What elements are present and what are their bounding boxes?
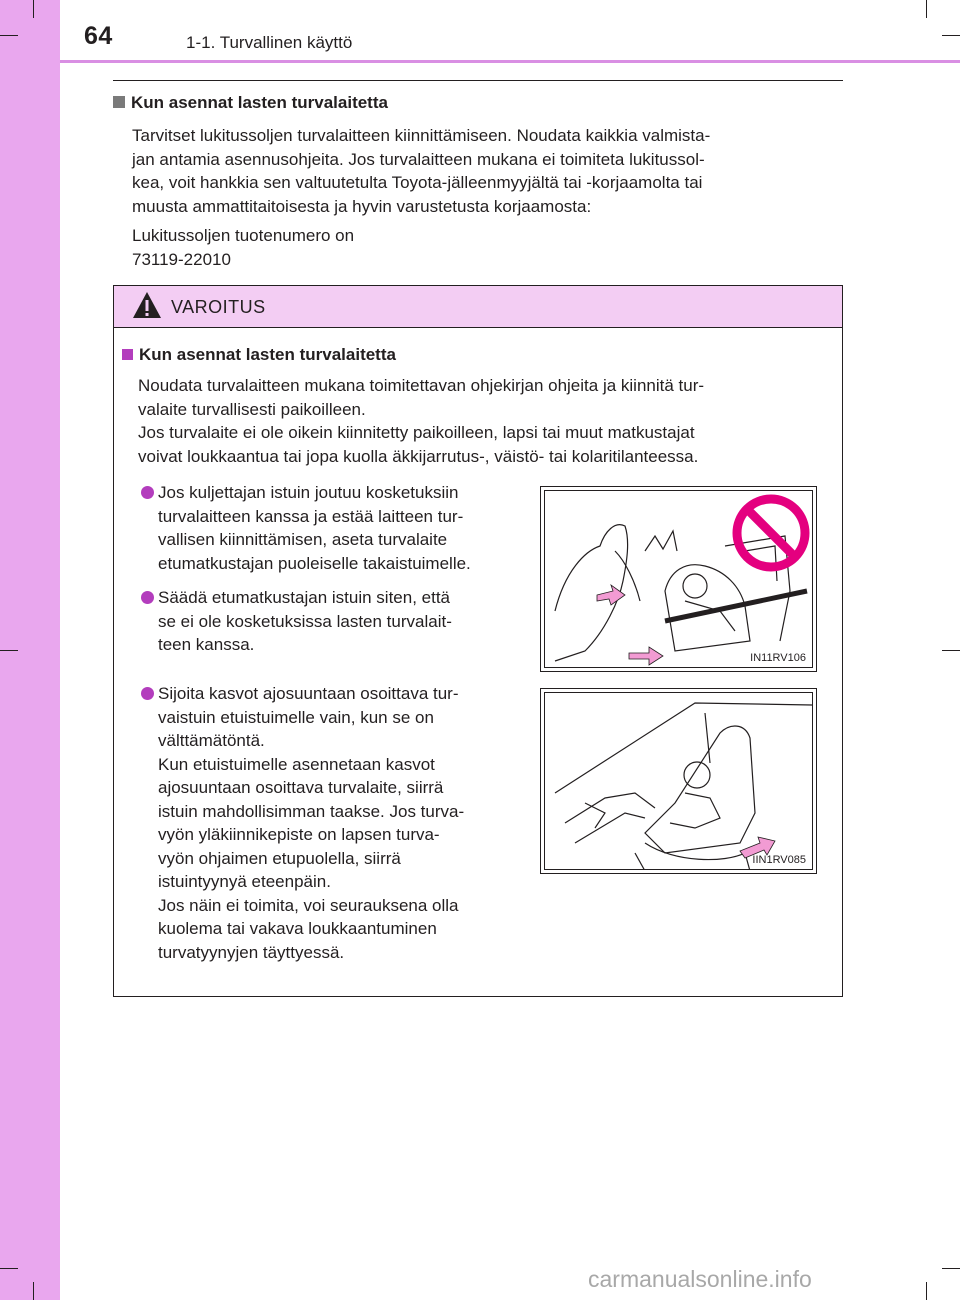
content-rule <box>113 80 843 81</box>
illustration-forward-facing-seat <box>540 688 817 874</box>
text-line: Säädä etumatkustajan istuin siten, että <box>158 588 451 607</box>
image-code: IIN1RV085 <box>752 854 806 866</box>
bullet-dot-icon <box>141 591 154 604</box>
crop-mark <box>0 650 18 651</box>
illustration-seat-contact <box>540 486 817 672</box>
text-line: turvalaitteen kanssa ja estää laitteen tur- <box>158 506 464 526</box>
text-line: Jos näin ei toimita, voi seurauksena olla <box>158 895 459 915</box>
warning-bullet-1 <box>158 481 520 575</box>
intro-heading <box>113 93 388 113</box>
text-line: kuolema tai vakava loukkaantuminen <box>158 919 437 938</box>
text-line: Sijoita kasvot ajosuuntaan osoittava tur- <box>158 684 459 703</box>
warning-box <box>113 285 843 997</box>
bullet-dot-icon <box>141 687 154 700</box>
watermark: carmanualsonline.info <box>588 1266 812 1292</box>
text-line: ajosuuntaan osoittava turvalaite, siirrä <box>158 778 444 797</box>
page-number: 64 <box>84 22 113 50</box>
warning-heading <box>122 345 396 365</box>
crop-mark <box>942 1268 960 1269</box>
text-line: vyön yläkiinnikepiste on lapsen turva- <box>158 825 440 844</box>
header-rule <box>60 60 960 63</box>
section-title: 1-1. Turvallinen käyttö <box>186 33 353 52</box>
warning-title: VAROITUS <box>171 297 266 317</box>
text-line: Tarvitset lukitussoljen turvalaitteen kiinnittämiseen. Noudata kaikkia valmista- <box>132 126 711 145</box>
text-line: Kun etuistuimelle asennetaan kasvot <box>158 754 435 774</box>
text-line: valaite turvallisesti paikoilleen. <box>138 399 366 419</box>
text-line: istuintyynyä eteenpäin. <box>158 872 331 891</box>
text-line: vaistuin etuistuimelle vain, kun se on <box>158 707 434 727</box>
crop-mark <box>0 35 18 36</box>
crop-mark <box>33 1282 34 1300</box>
text-line: Jos turvalaite ei ole oikein kiinnitetty paikoilleen, lapsi tai muut matkustajat <box>138 423 695 442</box>
illustration-frame <box>544 490 813 668</box>
text-line: se ei ole kosketuksissa lasten turvalait- <box>158 611 452 631</box>
text-line: muusta ammattitaitoisesta ja hyvin varustetusta korjaamosta: <box>132 196 592 216</box>
square-bullet-icon <box>113 96 125 108</box>
text-line: kea, voit hankkia sen valtuutetulta Toyota-jälleenmyyjältä tai -korjaamolta tai <box>132 173 703 192</box>
intro-heading-text: Kun asennat lasten turvalaitetta <box>131 93 388 112</box>
text-line: jan antamia asennusohjeita. Jos turvalaitteen mukana ei toimiteta lukitussol- <box>132 149 705 169</box>
text-line: vallisen kiinnittämisen, aseta turvalaite <box>158 530 448 549</box>
text-line: välttämätöntä. <box>158 731 265 750</box>
text-line: Jos kuljettajan istuin joutuu kosketuksiin <box>158 483 459 502</box>
crop-mark <box>942 650 960 651</box>
crop-mark <box>0 1268 18 1269</box>
part-number-block <box>132 224 839 271</box>
warning-heading-text: Kun asennat lasten turvalaitetta <box>139 345 396 364</box>
text-line: voivat loukkaantua tai jopa kuolla äkkijarrutus-, väistö- tai kolaritilanteessa. <box>138 446 699 466</box>
warning-paragraph <box>138 374 828 468</box>
warning-bullet-2 <box>158 586 520 657</box>
crop-mark <box>926 0 927 18</box>
image-code: IN11RV106 <box>750 652 806 664</box>
bullet-dot-icon <box>141 486 154 499</box>
warning-triangle-icon <box>132 291 162 319</box>
text-line: vyön ohjaimen etupuolella, siirrä <box>158 848 401 868</box>
child-seat-prohibited-illustration <box>545 491 813 668</box>
warning-bullet-3 <box>158 682 520 964</box>
square-bullet-icon <box>122 349 133 360</box>
intro-paragraph <box>132 124 839 218</box>
illustration-frame <box>544 692 813 870</box>
text-line: turvatyynyjen täyttyessä. <box>158 942 345 962</box>
part-number: 73119-22010 <box>132 249 231 269</box>
warning-header <box>114 286 842 328</box>
crop-mark <box>33 0 34 18</box>
text-line: istuin mahdollisimman taakse. Jos turva- <box>158 801 465 821</box>
forward-facing-seat-illustration <box>545 693 813 870</box>
text-line: etumatkustajan puoleiselle takaistuimelle. <box>158 553 471 573</box>
text-line: teen kanssa. <box>158 635 255 654</box>
text-line: Noudata turvalaitteen mukana toimitettavan ohjekirjan ohjeita ja kiinnitä tur- <box>138 376 705 395</box>
part-label: Lukitussoljen tuotenumero on <box>132 226 355 245</box>
crop-mark <box>942 35 960 36</box>
crop-mark <box>926 1282 927 1300</box>
